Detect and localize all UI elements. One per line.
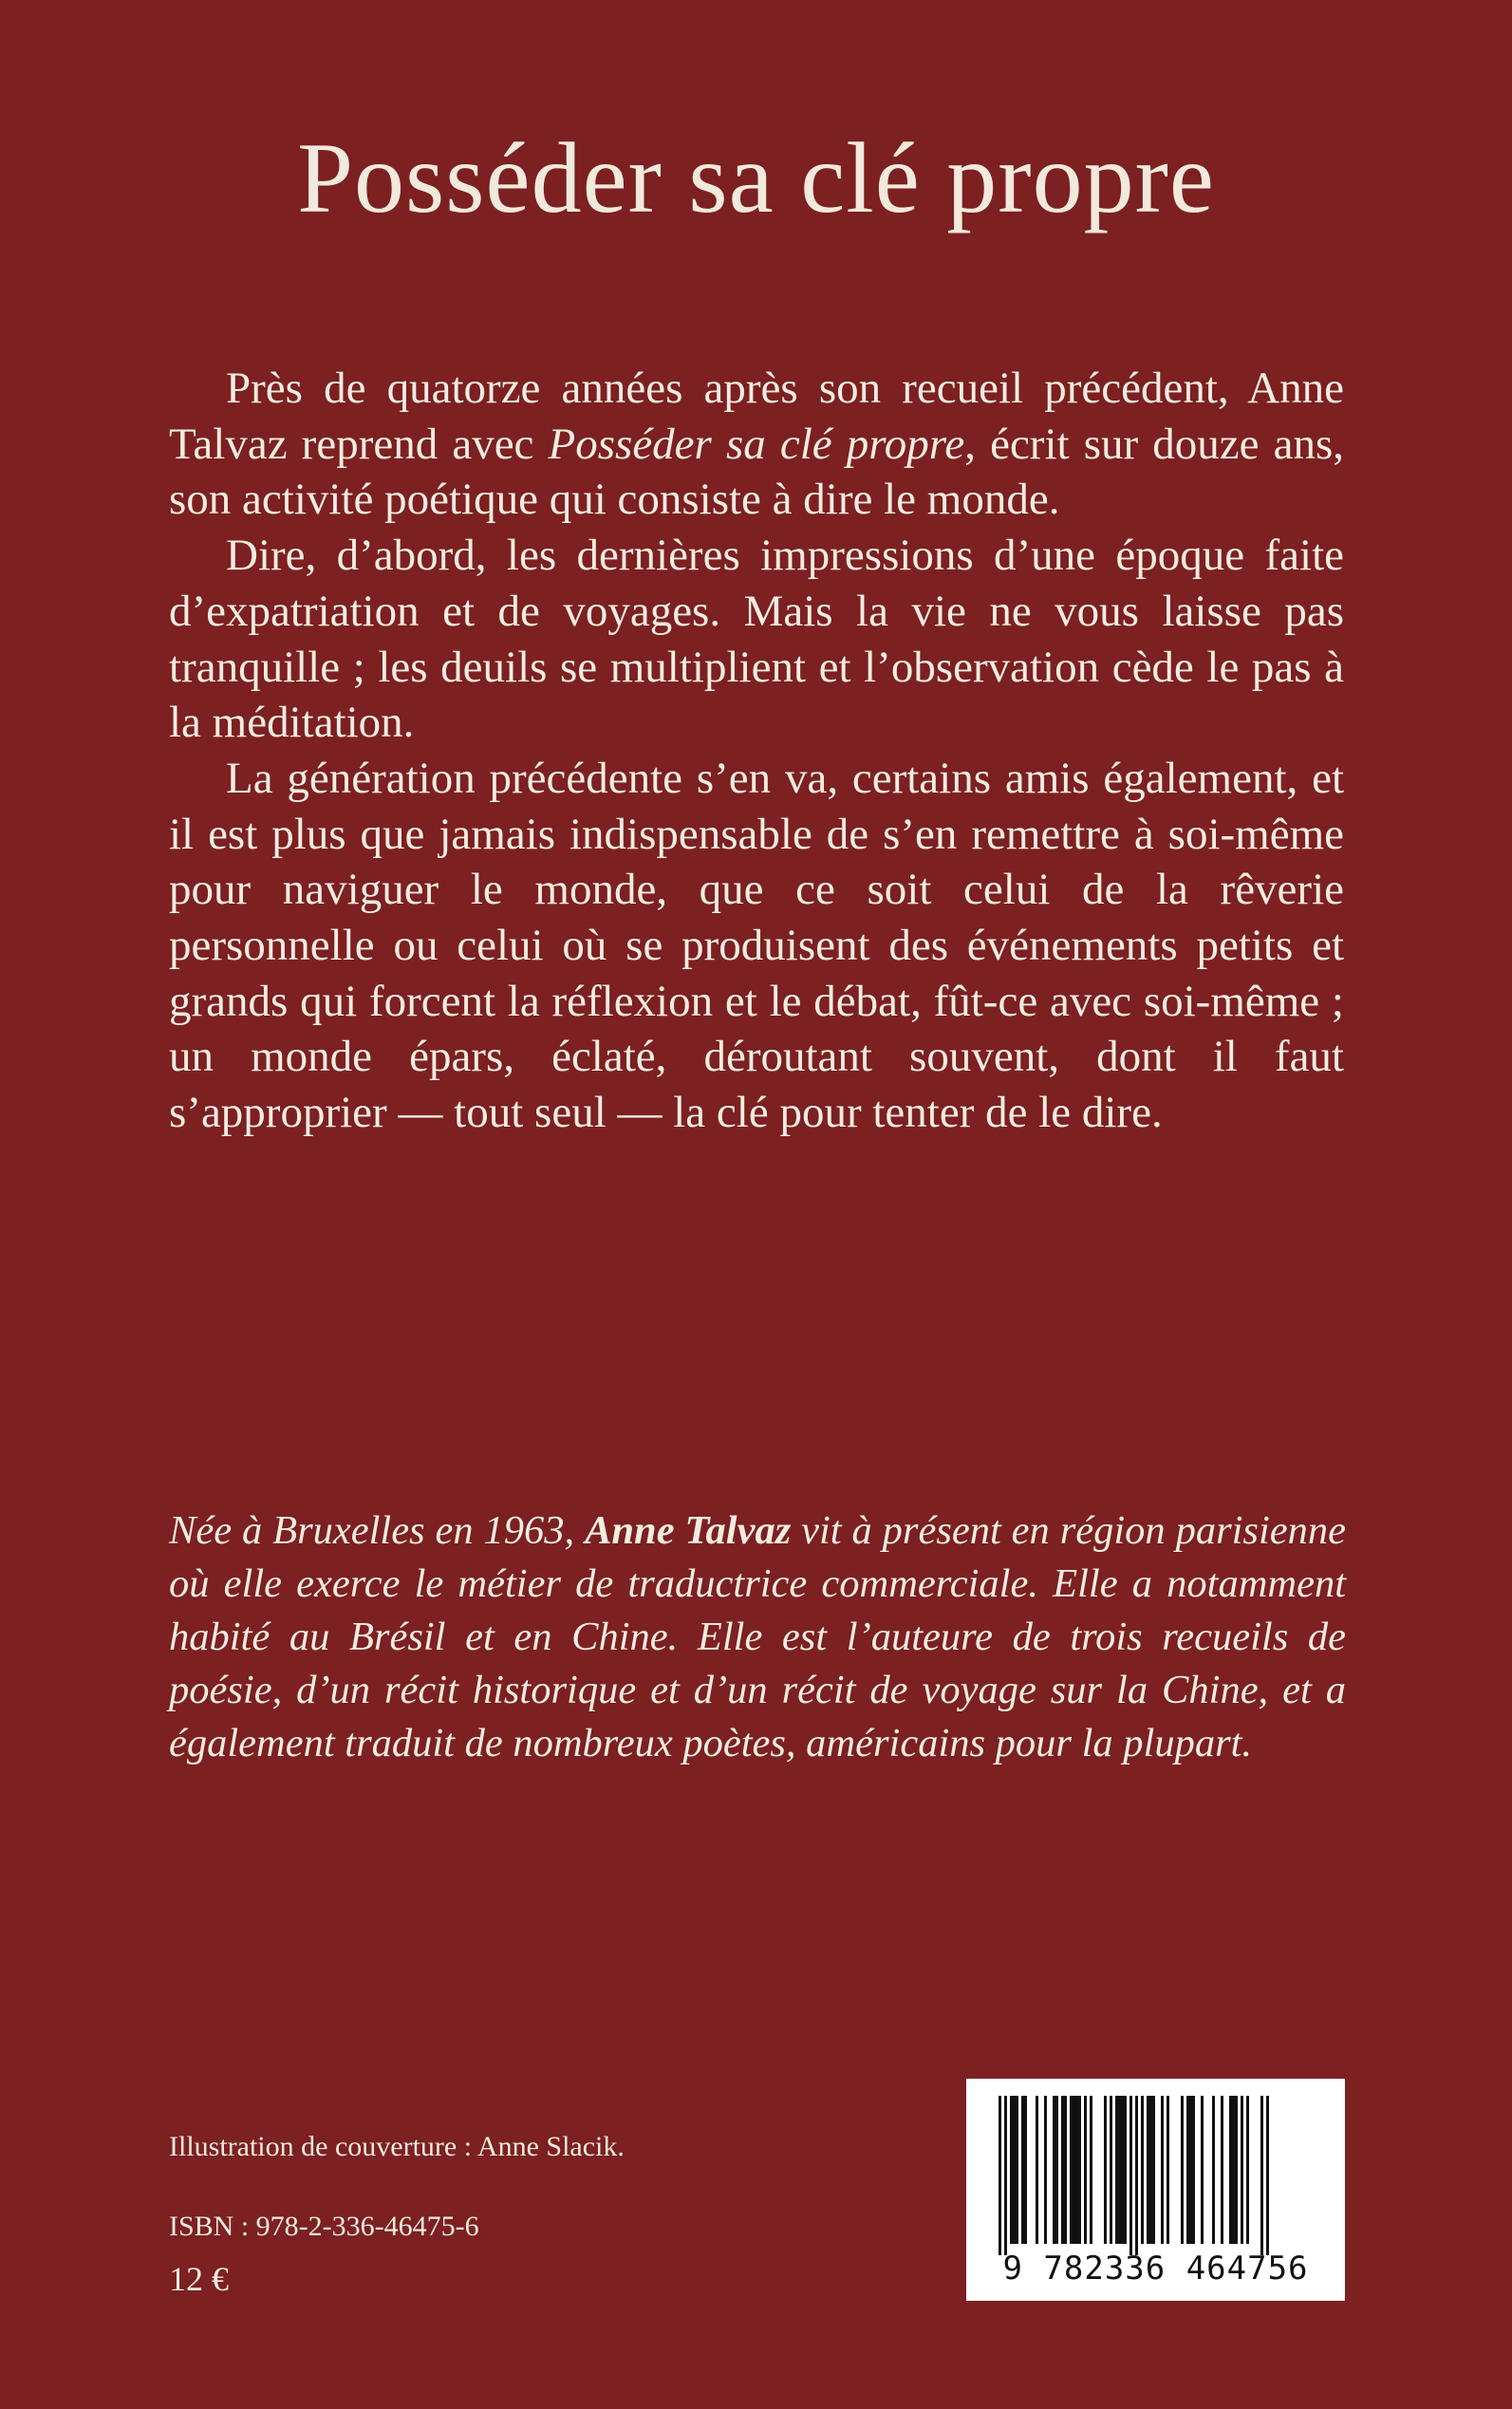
barcode-bar [1073,2096,1075,2244]
cover-illustration-credit: Illustration de couverture : Anne Slacik. [169,2131,625,2162]
isbn: ISBN : 978-2-336-46475-6 [169,2211,479,2242]
barcode-bar [1266,2096,1269,2255]
price: 12 € [169,2260,229,2298]
barcode-bar [1078,2096,1081,2244]
barcode-bar [1036,2096,1038,2244]
barcode-bar [1232,2096,1235,2244]
barcode-bar [1024,2096,1027,2244]
barcode-bar [1021,2096,1024,2244]
barcode-bar [1064,2096,1067,2244]
barcode-bar [1246,2096,1249,2244]
barcode-bar [1186,2096,1189,2244]
barcode-bar [1135,2096,1138,2255]
back-cover-summary [169,361,1344,1141]
barcode-bar [1152,2096,1155,2244]
barcode-bar [1221,2096,1223,2244]
barcode-bar [1055,2096,1058,2244]
barcode-bar [1004,2096,1007,2255]
summary-paragraph-3: La génération précédente s’en va, certains amis également, et il est plus que jamais indispensable de s’en remettre à soi-même pour naviguer le monde, que ce soit celui de la rêverie personnelle ou celui où se produisent des événements petits et grands qui forcent la réflexion et le débat, fût-ce avec soi-même ; un monde épars, éclaté, déroutant souvent, dont il faut s’approprier — tout seul — la clé pour tenter de le dire. [169,753,1344,1138]
barcode-bar [1124,2096,1127,2244]
barcode-bar [1149,2096,1152,2244]
barcode-digits: 9 782336 464756 [1002,2250,1309,2288]
barcode-bar [1118,2096,1121,2244]
barcode-bar [1161,2096,1164,2244]
summary-paragraph-1 [169,361,1344,528]
barcode-bar [1212,2096,1215,2244]
barcode-bar [1115,2096,1118,2244]
barcode-bar [1121,2096,1124,2244]
barcode-bar [1181,2096,1184,2244]
barcode [966,2079,1345,2301]
book-title: Posséder sa clé propre [297,122,1215,233]
barcode-bar [1016,2096,1018,2244]
bio-text-a: Née à Bruxelles en 1963, [169,1508,586,1553]
barcode-bar [1044,2096,1047,2244]
barcode-bar [1241,2096,1243,2244]
bio-text-b: vit à présent en région parisienne où elle exerce le métier de traductrice commerciale. Elle a notamment habité au Brésil et en Chine. Elle est l’auteure de trois recueils de poésie, d’un récit historique et d’un récit de voyage sur la Chine, et a également traduit de nombreux poètes, américains pour la plupart. [169,1508,1346,1765]
barcode-bar [1229,2096,1232,2244]
barcode-bar [1010,2096,1013,2244]
summary-p1-text-b: , écrit sur douze ans, son activité poétique qui consiste à dire le monde. [169,419,1344,525]
author-name: Anne Talvaz [585,1508,792,1553]
barcode-bar [1141,2096,1144,2244]
barcode-bar [1147,2096,1149,2244]
barcode-bar [1201,2096,1204,2244]
barcode-bar [1110,2096,1112,2244]
barcode-bar [1070,2096,1073,2244]
barcode-bar [1084,2096,1087,2244]
barcode-bar [1104,2096,1107,2244]
barcode-bar [1053,2096,1055,2244]
barcode-bar [999,2096,1001,2255]
author-bio [169,1504,1346,1770]
barcode-bar [1061,2096,1064,2244]
barcode-bar [1167,2096,1169,2244]
barcode-bar [1090,2096,1092,2244]
summary-p1-text-a: Près de quatorze années après son recueil précédent, Anne Talvaz reprend avec [169,364,1344,469]
barcode-bar [1075,2096,1078,2244]
barcode-bar [1013,2096,1016,2244]
summary-p1-book-title: Posséder sa clé propre [548,419,965,469]
barcode-bar [1235,2096,1238,2244]
barcode-bar [1260,2096,1263,2255]
barcode-bar [1129,2096,1132,2255]
barcode-bar [1192,2096,1195,2244]
barcode-bar [1189,2096,1192,2244]
summary-paragraph-2: Dire, d’abord, les dernières impressions d’une époque faite d’expatriation et de voyages. Mais la vie ne vous laisse pas tranquille ; les deuils se multiplient et l’observation cède le pas à la méditation. [169,531,1344,748]
